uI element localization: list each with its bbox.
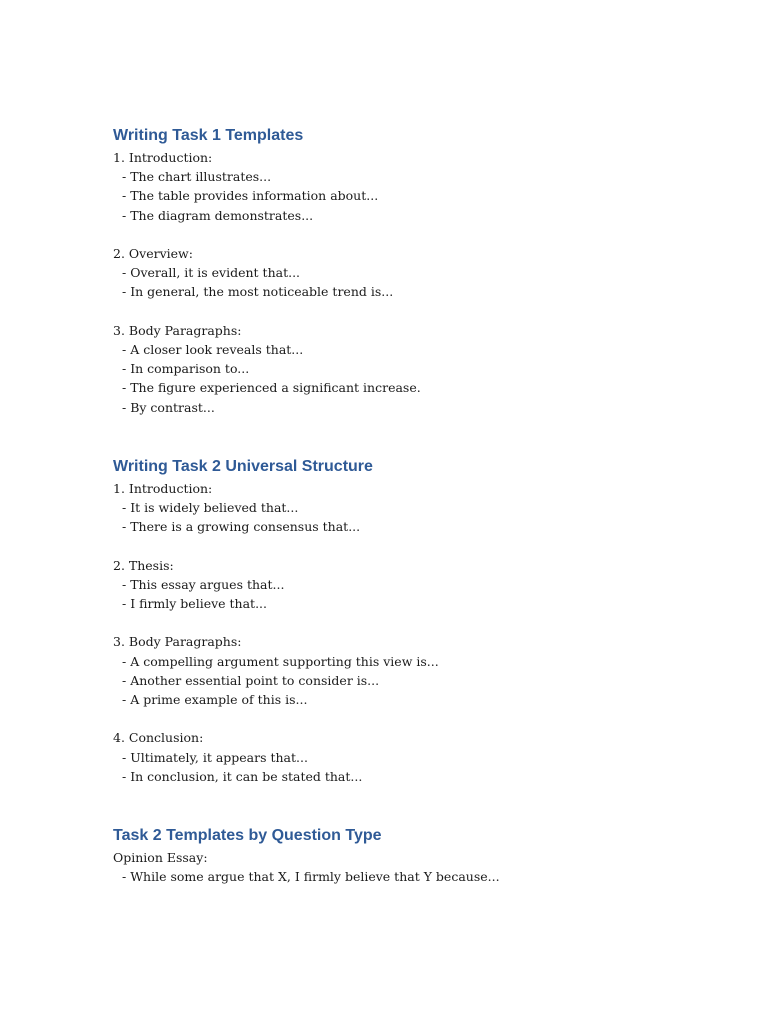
list-item: - The diagram demonstrates... xyxy=(122,207,314,223)
task1-introduction-group xyxy=(113,148,713,225)
list-item: - Overall, it is evident that... xyxy=(122,265,301,281)
list-item: - By contrast... xyxy=(122,399,215,415)
task2-body-group xyxy=(113,632,713,709)
list-item: - A closer look reveals that... xyxy=(122,342,304,357)
task1-body-group xyxy=(113,321,713,417)
section-heading-task2: Writing Task 2 Universal Structure xyxy=(113,457,373,475)
group-label: 2. Overview: xyxy=(113,246,193,261)
list-item: - A prime example of this is... xyxy=(122,692,308,708)
task2-introduction-group xyxy=(113,479,713,537)
list-item: - It is widely believed that... xyxy=(122,500,299,516)
list-item: - I firmly believe that... xyxy=(122,596,268,612)
section-heading-question-types: Task 2 Templates by Question Type xyxy=(113,827,382,845)
list-item: - Another essential point to consider is... xyxy=(122,672,380,688)
list-item: - In conclusion, it can be stated that... xyxy=(122,768,363,784)
group-label: 3. Body Paragraphs: xyxy=(113,634,242,650)
document-page xyxy=(113,124,713,886)
task2-thesis-group xyxy=(113,556,713,614)
list-item: - This essay argues that... xyxy=(122,576,285,592)
list-item: - The table provides information about... xyxy=(122,188,379,204)
opinion-essay-group xyxy=(113,848,713,886)
group-label: 2. Thesis: xyxy=(113,557,174,573)
task1-overview-group xyxy=(113,244,713,302)
section-heading-task1: Writing Task 1 Templates xyxy=(113,127,304,144)
list-item: - A compelling argument supporting this view is... xyxy=(122,653,439,669)
list-item: - The chart illustrates... xyxy=(122,169,272,185)
list-item: - In general, the most noticeable trend is... xyxy=(122,284,394,300)
list-item: - In comparison to... xyxy=(122,361,250,377)
group-label: Opinion Essay: xyxy=(113,850,208,866)
list-item: - While some argue that X, I firmly believe that Y because... xyxy=(122,869,500,885)
list-item: - Ultimately, it appears that... xyxy=(122,749,308,765)
group-label: 1. Introduction: xyxy=(113,480,213,496)
list-item: - There is a growing consensus that... xyxy=(122,519,361,535)
task2-conclusion-group xyxy=(113,728,713,786)
group-label: 1. Introduction: xyxy=(113,150,213,165)
list-item: - The figure experienced a significant increase. xyxy=(122,380,421,396)
group-label: 4. Conclusion: xyxy=(113,730,204,746)
group-label: 3. Body Paragraphs: xyxy=(113,322,242,338)
